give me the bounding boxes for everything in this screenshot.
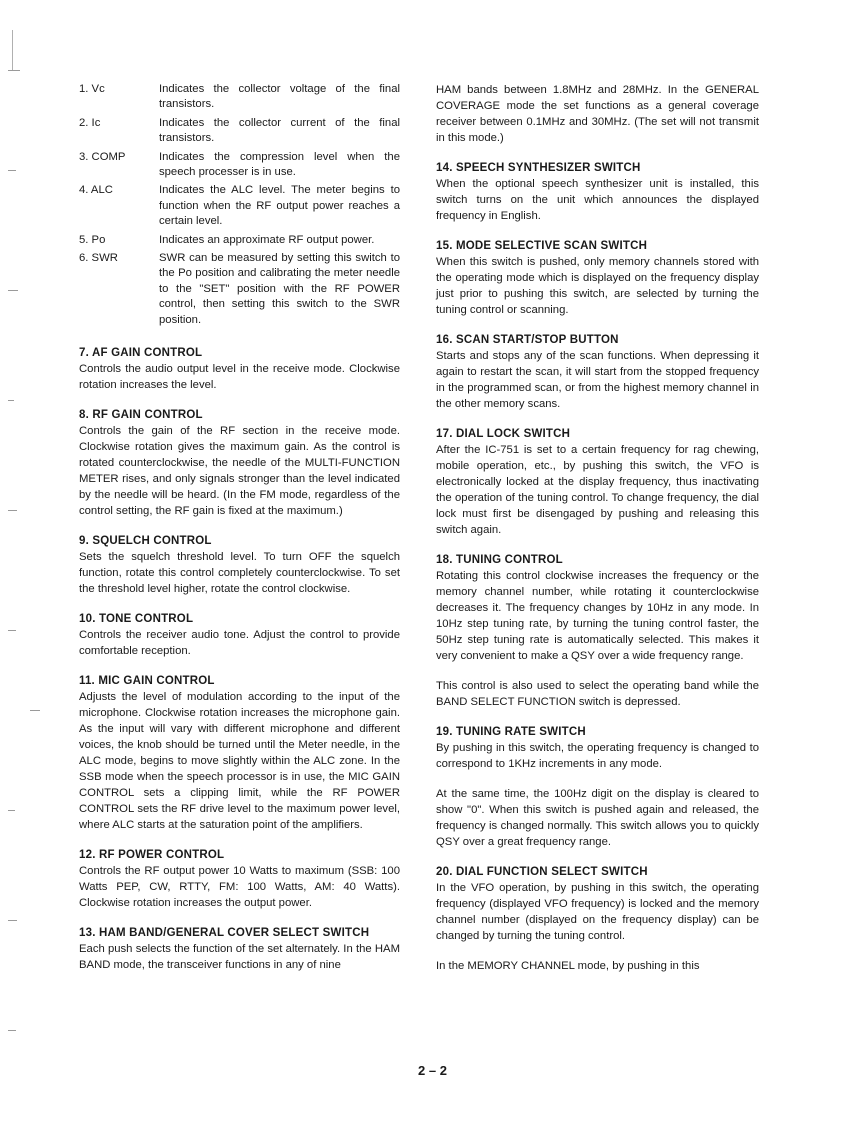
meter-term: 1. Vc <box>79 83 105 95</box>
section-paragraph: Each push selects the function of the set alternately. In the HAM BAND mode, the transceiver functions in any of nine <box>79 943 400 972</box>
meter-table-row <box>79 233 400 251</box>
section-heading: 7. AF GAIN CONTROL <box>79 347 203 360</box>
section <box>79 345 400 393</box>
section-heading: 17. DIAL LOCK SWITCH <box>436 428 571 440</box>
section <box>436 724 759 850</box>
section <box>79 533 400 597</box>
meter-function-table <box>79 82 400 331</box>
meter-table-row <box>79 251 400 331</box>
meter-term: 5. Po <box>79 233 106 246</box>
meter-description: Indicates the collector current of the final transistors. <box>159 116 400 145</box>
section-paragraph: Controls the receiver audio tone. Adjust the control to provide comfortable reception. <box>79 629 400 658</box>
section-paragraph: After the IC-751 is set to a certain frequency for rag chewing, mobile operation, etc., by pushing this switch, the VFO is electronically locked at the display frequency, thus inactivating the operation of the tuning control. To change frequency, the dial lock must first be disengaged by pushing and releasing this switch again. <box>436 444 759 536</box>
meter-description: Indicates an approximate RF output power. <box>159 233 375 246</box>
meter-term: 2. Ic <box>79 116 101 129</box>
section-heading: 20. DIAL FUNCTION SELECT SWITCH <box>436 866 648 878</box>
section-heading: 13. HAM BAND/GENERAL COVER SELECT SWITCH <box>79 927 370 940</box>
meter-term: 6. SWR <box>79 252 118 265</box>
section-paragraph: In the MEMORY CHANNEL mode, by pushing in this <box>436 960 700 972</box>
left-column <box>79 82 400 973</box>
section <box>436 426 759 538</box>
right-intro-paragraph: HAM bands between 1.8MHz and 28MHz. In the GENERAL COVERAGE mode the set functions as a general coverage receiver between 0.1MHz and 30MHz. (The set will not transmit in this mode.) <box>436 84 759 144</box>
section <box>436 864 759 974</box>
section <box>79 407 400 519</box>
section-paragraph: At the same time, the 100Hz digit on the display is cleared to show "0". When this switch is pushed again and released, the frequency is changed normally. This switch allows you to quickly QSY over a great frequency range. <box>436 788 759 848</box>
section <box>436 238 759 318</box>
section-paragraph: Sets the squelch threshold level. To turn OFF the squelch function, rotate this control completely counterclockwise. To set the threshold level higher, rotate the control clockwise. <box>79 551 400 596</box>
left-sections <box>79 345 400 973</box>
meter-description: SWR can be measured by setting this switch to the Po position and calibrating the meter needle to the "SET" position with the RF POWER control, then setting this switch to the SWR position. <box>159 252 400 326</box>
section-heading: 11. MIC GAIN CONTROL <box>79 675 215 688</box>
meter-term: 3. COMP <box>79 150 126 163</box>
section-paragraph: When this switch is pushed, only memory channels stored with the operating mode which is displayed on the frequency display just prior to pushing this switch, are selected by turning the tuning control or scanning. <box>436 256 759 316</box>
section-paragraph: Starts and stops any of the scan functions. When depressing it again to restart the scan, it will start from the stopped frequency in the programmed scan, or from the highest memory channel in the other memory scans. <box>436 350 759 410</box>
page-number: 2 – 2 <box>418 1063 447 1078</box>
section <box>436 160 759 224</box>
section-paragraph: Controls the audio output level in the receive mode. Clockwise rotation increases the level. <box>79 363 400 392</box>
section-paragraph: In the VFO operation, by pushing in this switch, the operating frequency (displayed VFO frequency) is locked and the memory channel number (displayed on the frequency display) can be changed by turning the tuning control. <box>436 882 759 942</box>
section-paragraph: By pushing in this switch, the operating frequency is changed to correspond to 1KHz increments in any mode. <box>436 742 759 770</box>
section-paragraph: This control is also used to select the operating band while the BAND SELECT FUNCTION switch is depressed. <box>436 680 759 708</box>
section-heading: 9. SQUELCH CONTROL <box>79 535 212 548</box>
right-column <box>436 82 759 974</box>
section-paragraph: Adjusts the level of modulation according to the input of the microphone. Clockwise rotation increases the microphone gain. As the input will vary with different microphone and different voices, the knob should be turned until the Meter needle, in the ALC mode, begins to move slightly within the ALC zone. In the SSB mode when the speech processor is in use, the MIC GAIN CONTROL sets a clipping limit, while the RF POWER CONTROL sets the RF drive level to the maximum power level, where ALC starts at the saturation point of the amplifiers. <box>79 691 400 832</box>
section <box>79 673 400 833</box>
section <box>79 925 400 973</box>
meter-description: Indicates the collector voltage of the final transistors. <box>159 83 400 111</box>
section-paragraph: Controls the RF output power 10 Watts to maximum (SSB: 100 Watts PEP, CW, RTTY, FM: 100 Watts, AM: 40 Watts). Clockwise rotation increases the output power. <box>79 865 400 910</box>
meter-term: 4. ALC <box>79 184 113 197</box>
section-paragraph: When the optional speech synthesizer unit is installed, this switch turns on the unit which announces the displayed frequency in English. <box>436 178 759 222</box>
section-heading: 19. TUNING RATE SWITCH <box>436 726 586 738</box>
section-heading: 10. TONE CONTROL <box>79 613 194 626</box>
section <box>79 847 400 911</box>
section <box>79 611 400 659</box>
section-heading: 8. RF GAIN CONTROL <box>79 409 203 422</box>
section-paragraph: Rotating this control clockwise increases the frequency or the memory channel number, while rotating it counterclockwise decreases it. The frequency changes by 10Hz in any mode. In 10Hz step tuning rate, by turning the tuning control faster, the 50Hz step tuning rate is automatically selected. This makes it very convenient to make a QSY over a wide frequency range. <box>436 570 759 662</box>
section-heading: 12. RF POWER CONTROL <box>79 849 225 862</box>
meter-table-row <box>79 183 400 232</box>
section-heading: 16. SCAN START/STOP BUTTON <box>436 334 619 346</box>
meter-description: Indicates the ALC level. The meter begins to function when the RF output power reaches a certain level. <box>159 184 400 228</box>
scan-edge-marks <box>8 20 38 1100</box>
meter-description: Indicates the compression level when the speech processer is in use. <box>159 150 400 179</box>
section-heading: 14. SPEECH SYNTHESIZER SWITCH <box>436 162 641 174</box>
section <box>436 332 759 412</box>
section <box>436 552 759 710</box>
section-heading: 18. TUNING CONTROL <box>436 554 563 566</box>
meter-table-row <box>79 82 400 116</box>
section-heading: 15. MODE SELECTIVE SCAN SWITCH <box>436 240 648 252</box>
meter-table-row <box>79 116 400 150</box>
section-paragraph: Controls the gain of the RF section in the receive mode. Clockwise rotation gives the maximum gain. As the control is rotated counterclockwise, the needle of the MULTI-FUNCTION METER rises, and only signals stronger than the level indicated by the needle will be heard. (In the FM mode, regardless of the control setting, the RF gain is fixed at the maximum.) <box>79 425 400 518</box>
meter-table-row <box>79 150 400 184</box>
right-sections <box>436 160 759 974</box>
